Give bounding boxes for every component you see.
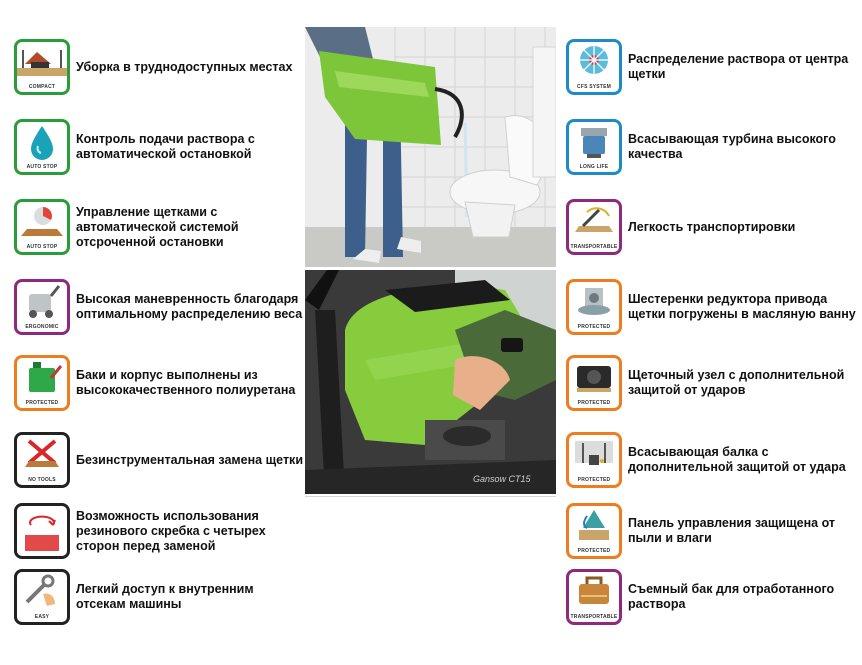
photo-filling-tank-image — [305, 27, 556, 267]
feature-label: Высокая маневренность благодаря оптимальному распределению веса — [76, 292, 303, 321]
feature-label: Всасывающая турбина высокого качества — [628, 132, 836, 161]
brush-timer-icon: AUTO STOP — [14, 199, 70, 255]
cfs-system-icon: CFS SYSTEM — [566, 39, 622, 95]
brush-head-protected-icon: PROTECTED — [566, 355, 622, 411]
ergonomic-icon: ERGONOMIC — [14, 279, 70, 335]
transportable-icon: TRANSPORTABLE — [566, 199, 622, 255]
feature-label: Легкость транспортировки — [628, 219, 796, 234]
feature-item — [566, 119, 856, 175]
feature-item — [566, 503, 856, 559]
photo-removing-tank — [305, 270, 556, 494]
feature-label: Возможность использования резинового скребка с четырех сторон перед заменой — [76, 508, 266, 553]
feature-item — [14, 39, 304, 95]
photo-divider — [305, 496, 556, 497]
feature-item — [14, 279, 304, 335]
feature-item — [14, 355, 304, 411]
water-drop-icon: AUTO STOP — [14, 119, 70, 175]
feature-label: Всасывающая балка с дополнительной защитой от удара — [628, 445, 846, 474]
feature-item — [566, 355, 856, 411]
photo-filling-tank — [305, 27, 556, 267]
feature-label: Управление щетками с автоматической системой отсроченной остановки — [76, 204, 239, 249]
long-life-motor-icon: LONG LIFE — [566, 119, 622, 175]
feature-item — [14, 569, 304, 625]
feature-item — [566, 569, 856, 625]
feature-label: Безинструментальная замена щетки — [76, 452, 304, 467]
feature-item — [14, 199, 304, 255]
squeegee-protected-icon: PROTECTED — [566, 432, 622, 488]
feature-label: Панель управления защищена от пыли и влаги — [628, 516, 836, 545]
feature-label: Распределение раствора от центра щетки — [628, 52, 849, 81]
easy-wrench-icon: EASY — [14, 569, 70, 625]
feature-label: Щеточный узел с дополнительной защитой от ударов — [628, 368, 845, 397]
gear-protected-icon: PROTECTED — [566, 279, 622, 335]
feature-label: Съемный бак для отработанного раствора — [628, 582, 835, 611]
feature-item — [14, 503, 304, 559]
feature-label: Легкий доступ к внутренним отсекам машины — [76, 582, 254, 611]
feature-label: Баки и корпус выполнены из высококачественного полиуретана — [76, 368, 296, 397]
squeegee-rotate-icon — [14, 503, 70, 559]
photo-removing-tank-image — [305, 270, 556, 494]
feature-item — [14, 432, 304, 488]
no-tools-icon: NO TOOLS — [14, 432, 70, 488]
feature-item — [14, 119, 304, 175]
feature-item — [566, 279, 856, 335]
feature-label: Шестеренки редуктора привода щетки погружены в масляную ванну — [628, 292, 856, 321]
feature-item — [566, 199, 856, 255]
panel-protected-icon: PROTECTED — [566, 503, 622, 559]
removable-tank-icon: TRANSPORTABLE — [566, 569, 622, 625]
protected-tank-icon: PROTECTED — [14, 355, 70, 411]
feature-label: Уборка в труднодоступных местах — [76, 59, 293, 74]
feature-item — [566, 432, 856, 488]
feature-label: Контроль подачи раствора с автоматической остановкой — [76, 132, 255, 161]
feature-item — [566, 39, 856, 95]
brand-model-label: Gansow CT15 — [473, 474, 531, 484]
compact-icon: COMPACT — [14, 39, 70, 95]
